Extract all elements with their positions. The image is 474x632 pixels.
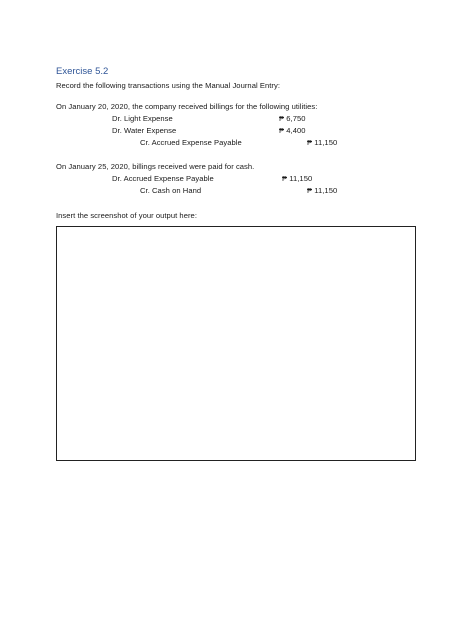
transaction-2-entry-1-amount: ₱ 11,150	[282, 174, 313, 183]
screenshot-placeholder-box	[56, 226, 416, 461]
transaction-2-entry-2-amount: ₱ 11,150	[307, 186, 338, 195]
instruction-text: Record the following transactions using the Manual Journal Entry:	[56, 81, 281, 90]
transaction-2-entry-1-account: Dr. Accrued Expense Payable	[112, 174, 214, 183]
transaction-1-entry-3-account: Cr. Accrued Expense Payable	[140, 138, 242, 147]
transaction-2-entry-2-account: Cr. Cash on Hand	[140, 186, 202, 195]
screenshot-prompt: Insert the screenshot of your output here:	[56, 211, 197, 220]
transaction-1-entry-2-amount: ₱ 4,400	[279, 126, 306, 135]
transaction-2-description: On January 25, 2020, billings received were paid for cash.	[56, 162, 255, 171]
transaction-1-entry-1-account: Dr. Light Expense	[112, 114, 173, 123]
transaction-1-description: On January 20, 2020, the company received billings for the following utilities:	[56, 102, 318, 111]
exercise-title: Exercise 5.2	[56, 66, 109, 77]
transaction-1-entry-1-amount: ₱ 6,750	[279, 114, 306, 123]
transaction-1-entry-2-account: Dr. Water Expense	[112, 126, 177, 135]
transaction-1-entry-3-amount: ₱ 11,150	[307, 138, 338, 147]
